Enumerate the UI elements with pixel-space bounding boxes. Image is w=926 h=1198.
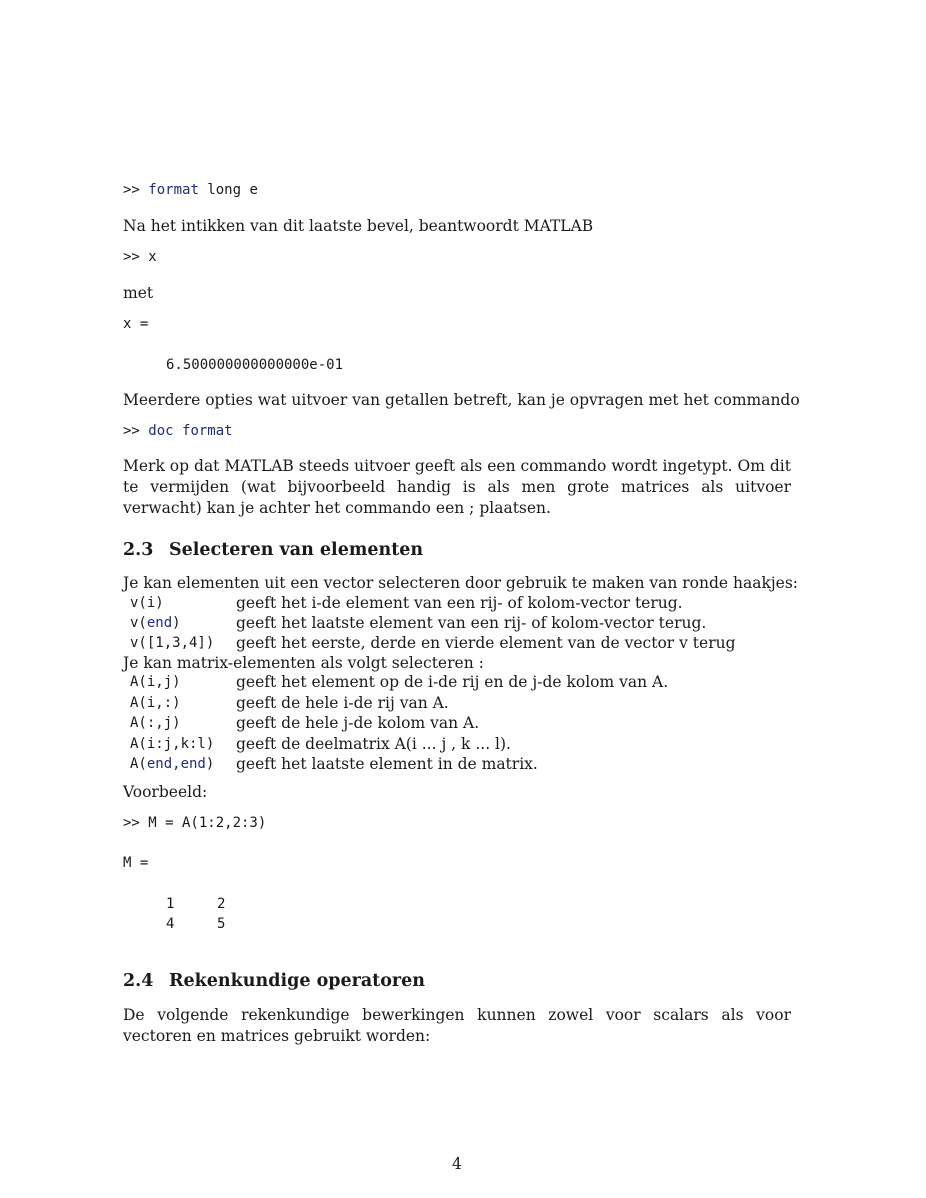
output-x-eq: x = bbox=[123, 316, 149, 332]
code-line-format bbox=[123, 182, 258, 198]
command-expression bbox=[130, 674, 181, 690]
paragraph-options: Meerdere opties wat uitvoer van getallen betreft, kan je opvragen met het commando bbox=[123, 391, 800, 409]
keyword: format bbox=[148, 182, 199, 198]
keyword: doc format bbox=[148, 423, 233, 439]
code-text: ) bbox=[172, 615, 181, 631]
matrix-cell: 5 bbox=[217, 916, 226, 932]
code-line-x: >> x bbox=[123, 249, 157, 265]
paragraph-matrix-intro: Je kan matrix-elementen als volgt selecteren : bbox=[123, 654, 484, 672]
prompt: >> bbox=[123, 423, 149, 439]
page-number: 4 bbox=[452, 1155, 462, 1173]
command-description: geeft het laatste element in de matrix. bbox=[236, 755, 538, 773]
section-number: 2.4 bbox=[123, 971, 154, 991]
matrix-cell: 2 bbox=[217, 896, 226, 912]
command-expression bbox=[130, 595, 164, 611]
code-text: A(i,:) bbox=[130, 694, 181, 711]
keyword: end,end bbox=[146, 756, 206, 772]
code-text: v(i) bbox=[130, 595, 164, 611]
command-description: geeft het laatste element van een rij- of kolom-vector terug. bbox=[236, 614, 707, 632]
paragraph-operators-intro: De volgende rekenkundige bewerkingen kunnen zowel voor scalars als voor vectoren en matrices gebruikt worden: bbox=[123, 1006, 791, 1045]
paragraph-vector-intro: Je kan elementen uit een vector selecteren door gebruik te maken van ronde haakjes: bbox=[123, 574, 799, 592]
section-number: 2.3 bbox=[123, 540, 154, 560]
command-expression bbox=[130, 615, 181, 631]
paragraph-after-format: Na het intikken van dit laatste bevel, beantwoordt MATLAB bbox=[123, 217, 594, 235]
code-text: A(:,j) bbox=[130, 715, 181, 731]
section-title: Selecteren van elementen bbox=[169, 540, 424, 560]
code-text: A(i:j,k:l) bbox=[130, 735, 215, 752]
command-expression bbox=[130, 756, 214, 772]
command-description: geeft de deelmatrix A(i ... j , k ... l). bbox=[236, 734, 511, 753]
matrix-cell: 1 bbox=[166, 896, 175, 912]
command-description: geeft het eerste, derde en vierde element van de vector v terug bbox=[236, 634, 736, 652]
code-text: long e bbox=[198, 182, 258, 198]
paragraph-voorbeeld: Voorbeeld: bbox=[123, 783, 208, 801]
command-expression bbox=[130, 736, 214, 752]
command-expression bbox=[130, 635, 214, 651]
section-title: Rekenkundige operatoren bbox=[169, 971, 426, 991]
code-line-m: >> M = A(1:2,2:3) bbox=[123, 815, 267, 831]
section-heading-2-3 bbox=[123, 540, 423, 560]
keyword: end bbox=[146, 615, 173, 631]
code-text: A( bbox=[130, 756, 147, 772]
paragraph-met: met bbox=[123, 284, 154, 302]
code-text: ) bbox=[205, 756, 215, 772]
output-m-eq: M = bbox=[123, 855, 149, 871]
command-expression bbox=[130, 715, 181, 731]
command-description: geeft de hele j-de kolom van A. bbox=[236, 714, 480, 732]
command-expression bbox=[130, 695, 181, 711]
command-description: geeft het i-de element van een rij- of kolom-vector terug. bbox=[236, 594, 683, 612]
section-heading-2-4 bbox=[123, 971, 425, 991]
code-text: v([1,3,4]) bbox=[130, 635, 215, 651]
command-description: geeft het element op de i-de rij en de j-de kolom van A. bbox=[236, 673, 669, 691]
paragraph-merk-op: Merk op dat MATLAB steeds uitvoer geeft als een commando wordt ingetypt. Om dit te vermijden (wat bijvoorbeeld handig is als men grote matrices als uitvoer verwacht) kan je achter het commando een ; plaatsen. bbox=[123, 457, 791, 517]
code-line-doc bbox=[123, 423, 233, 439]
command-description: geeft de hele i-de rij van A. bbox=[236, 693, 449, 712]
prompt: >> bbox=[123, 182, 149, 198]
code-text: v( bbox=[130, 615, 147, 631]
code-text: A(i,j) bbox=[130, 674, 181, 690]
output-x-value: 6.500000000000000e-01 bbox=[166, 357, 344, 373]
matrix-cell: 4 bbox=[166, 916, 175, 932]
